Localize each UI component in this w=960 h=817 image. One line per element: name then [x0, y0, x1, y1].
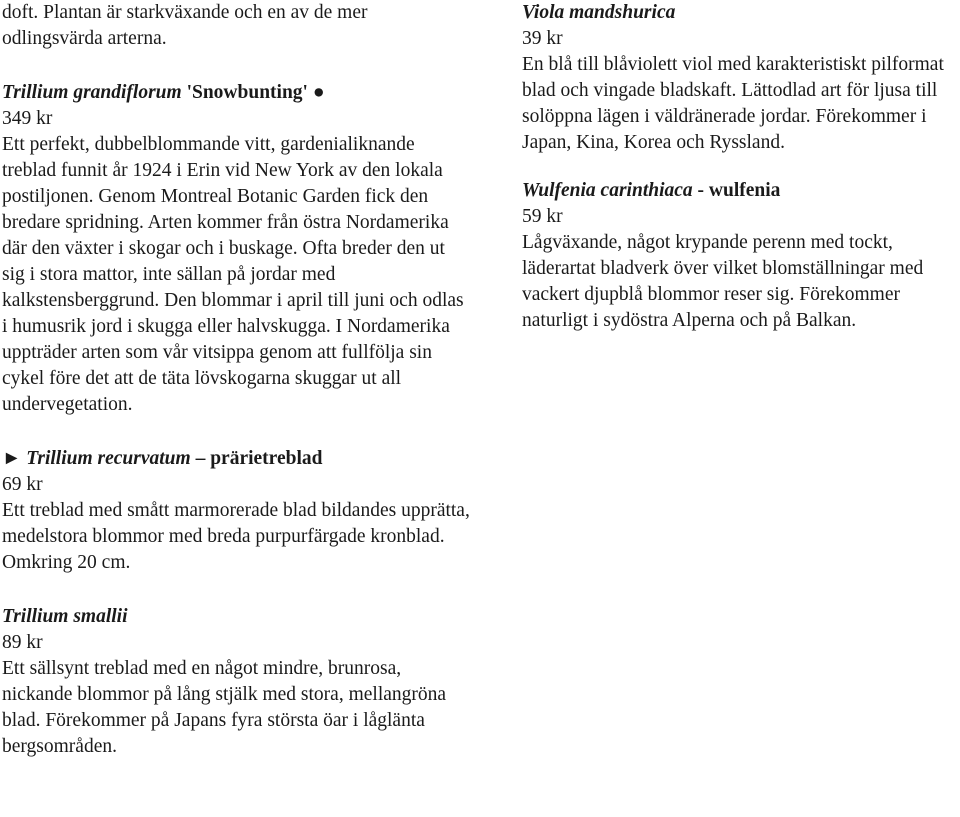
entry-trillium-smallii [2, 604, 472, 760]
entry-viola-mandshurica [522, 0, 960, 156]
entry-title [2, 80, 472, 106]
entry-trillium-grandiflorum [2, 80, 472, 418]
price: 59 kr [522, 206, 563, 227]
latin-name: Wulfenia carinthiaca [522, 180, 693, 201]
price: 89 kr [2, 632, 43, 653]
right-column [522, 0, 960, 334]
bullet-icon: ● [312, 82, 325, 103]
price: 39 kr [522, 28, 563, 49]
common-name: - wulfenia [692, 180, 781, 201]
price: 349 kr [2, 108, 53, 129]
entry-wulfenia-carinthiaca [522, 178, 960, 334]
entry-title [522, 178, 960, 204]
entry-trillium-recurvatum [2, 446, 472, 576]
left-column [2, 0, 472, 760]
arrow-right-icon: ► [2, 448, 22, 469]
common-name: – prärietreblad [190, 448, 323, 469]
latin-name: Viola mandshurica [522, 2, 676, 23]
description: Ett treblad med smått marmorerade blad bildandes upprätta, medelstora blommor med breda purpurfärgade kronblad. Omkring 20 cm. [2, 500, 470, 573]
price: 69 kr [2, 474, 43, 495]
entry-title [2, 604, 472, 630]
entry-title [522, 0, 960, 26]
description: Ett perfekt, dubbelblommande vitt, gardenialiknande treblad funnit år 1924 i Erin vid New York av den lokala postiljonen. Genom Montreal Botanic Garden fick den bredare spridning. Arten kommer från östra Nordamerika där den växter i skogar och i buskage. Ofta breder den ut sig i stora mattor, inte sällan på jordar med kalkstensberggrund. Den blommar i april till juni och odlas i humusrik jord i skugga eller halvskugga. I Nordamerika uppträder arten som vår vitsippa genom att fullfölja sin cykel före det att de täta lövskogarna skuggar ut all undervegetation. [2, 134, 464, 415]
description: En blå till blåviolett viol med karakteristiskt pilformat blad och vingade bladskaft. Lättodlad art för ljusa till solöppna lägen i väldränerade jordar. Förekommer i Japan, Kina, Korea och Ryssland. [522, 54, 944, 153]
cultivar-name: 'Snowbunting' [181, 82, 313, 103]
entry-title [2, 446, 472, 472]
description: Ett sällsynt treblad med en något mindre, brunrosa, nickande blommor på lång stjälk med stora, mellangröna blad. Förekommer på Japans fyra största öar i låglänta bergsområden. [2, 658, 447, 757]
latin-name: Trillium smallii [2, 606, 128, 627]
latin-name: Trillium recurvatum [26, 448, 191, 469]
description: Lågväxande, något krypande perenn med tockt, läderartat bladverk över vilket blomställningar med vackert djupblå blommor reser sig. Förekommer naturligt i sydöstra Alperna och på Balkan. [522, 232, 924, 331]
continuation-text: doft. Plantan är starkväxande och en av de mer odlingsvärda arterna. [2, 2, 368, 49]
latin-name: Trillium grandiflorum [2, 82, 182, 103]
